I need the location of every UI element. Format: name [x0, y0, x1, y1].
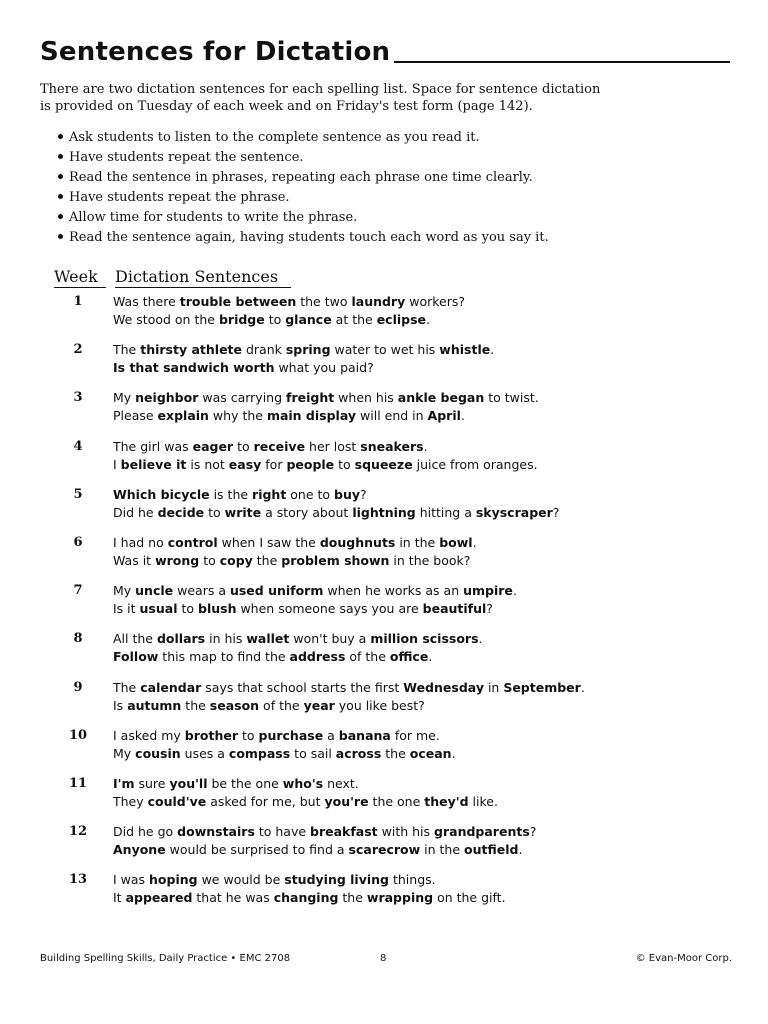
page-title: Sentences for Dictation: [40, 37, 391, 67]
sentence-text: I: [113, 456, 121, 472]
sentence-pair: [113, 871, 733, 907]
sentence-text: would be surprised to find a: [165, 842, 349, 858]
intro-line: There are two dictation sentences for each spelling list. Space for sentence dictation: [40, 82, 601, 97]
spelling-word: office: [389, 649, 429, 665]
spelling-word: dollars: [156, 631, 206, 647]
spelling-word: squeeze: [354, 456, 413, 472]
spelling-word: breakfast: [310, 824, 378, 840]
sentence-text: ?: [529, 824, 537, 840]
spelling-word: who's: [282, 776, 324, 791]
spelling-word: million scissors: [370, 631, 479, 647]
sentence-text: in the: [420, 842, 465, 858]
sentence-pair: [113, 727, 733, 763]
spelling-word: blush: [198, 601, 237, 617]
sentence-text: to sail: [290, 745, 336, 761]
spelling-word: you'll: [169, 776, 208, 791]
dictation-sentence: [113, 775, 733, 793]
sentence-text: It: [113, 890, 126, 906]
dictation-sentence: [113, 889, 733, 907]
spelling-word: cousin: [135, 745, 181, 761]
page-number: 8: [380, 953, 387, 964]
instruction-text: Read the sentence in phrases, repeating each phrase one time clearly.: [69, 170, 533, 185]
dictation-sentence: [113, 407, 733, 425]
instruction-text: Have students repeat the phrase.: [69, 190, 290, 205]
sentence-text: water to wet his: [330, 342, 440, 358]
sentence-text: with his: [377, 824, 435, 840]
sentence-text: They: [113, 794, 148, 809]
spelling-word: I'm: [113, 776, 135, 791]
instruction-text: Read the sentence again, having students touch each word as you say it.: [69, 230, 549, 245]
spelling-word: season: [209, 697, 260, 713]
spelling-word: hoping: [149, 872, 198, 888]
spelling-word: downstairs: [177, 824, 255, 840]
spelling-word: used uniform: [229, 583, 324, 599]
sentence-text: be the one: [207, 776, 283, 791]
sentence-text: .: [460, 408, 465, 424]
sentence-text: of the: [259, 697, 304, 713]
spelling-word: outfield: [464, 842, 519, 858]
sentence-text: The: [113, 679, 141, 695]
week-number: 12: [68, 824, 88, 840]
sentence-text: next.: [323, 776, 359, 791]
spelling-word: right: [252, 486, 287, 502]
sentence-pair: [113, 630, 733, 666]
sentence-text: Did he go: [113, 824, 178, 840]
spelling-word: sandwich worth: [163, 360, 275, 376]
sentence-text: the: [338, 890, 367, 906]
sentence-text: I asked my: [113, 727, 185, 743]
spelling-word: beautiful: [422, 601, 487, 617]
dictation-sentence: [113, 648, 733, 666]
spelling-word: easy: [228, 456, 262, 472]
sentence-text: Please: [113, 408, 158, 424]
sentence-text: of the: [345, 649, 390, 665]
dictation-sentence: [113, 871, 733, 889]
spelling-word: sneakers: [360, 438, 424, 454]
spelling-word: people: [286, 456, 335, 472]
sentence-text: .: [423, 438, 428, 454]
sentence-text: the two: [296, 294, 352, 309]
sentence-text: when he works as an: [323, 583, 464, 599]
sentence-text: this map to find the: [158, 649, 290, 665]
sentence-text: .: [512, 583, 517, 599]
dictation-sentence: [113, 745, 733, 763]
sentence-text: a: [323, 727, 339, 743]
sentence-text: to: [177, 601, 198, 617]
dictation-sentence: [113, 534, 733, 552]
sentence-text: to: [199, 553, 220, 568]
dictation-sentence: [113, 552, 733, 570]
spelling-word: ocean: [409, 745, 452, 761]
spelling-word: appeared: [125, 890, 193, 906]
dictation-sentence: [113, 582, 733, 600]
sentence-text: We stood on the: [113, 312, 219, 327]
dictation-sentence: [113, 600, 733, 618]
sentence-text: why the: [208, 408, 267, 424]
spelling-word: eager: [192, 438, 234, 454]
sentence-text: My: [113, 583, 136, 599]
spelling-word: trouble between: [179, 294, 297, 309]
dictation-sentence: [113, 311, 733, 329]
sentence-text: at the: [331, 312, 377, 327]
spelling-word: brother: [184, 727, 238, 743]
sentence-text: Was it: [113, 553, 156, 568]
spelling-word: control: [167, 535, 218, 550]
spelling-word: changing: [273, 890, 339, 906]
sentence-text: I was: [113, 872, 150, 888]
spelling-word: main display: [266, 408, 357, 424]
spelling-word: they'd: [424, 794, 469, 809]
spelling-word: Anyone: [113, 842, 166, 858]
sentence-text: ?: [486, 601, 493, 617]
spelling-word: wrapping: [366, 890, 434, 906]
sentence-text: you like best?: [334, 697, 425, 713]
sentence-pair: [113, 389, 733, 425]
spelling-word: problem shown: [281, 553, 390, 568]
sentence-pair: [113, 775, 733, 811]
dictation-sentence: [113, 456, 733, 474]
sentence-text: .: [451, 745, 456, 761]
dictation-sentence: [113, 679, 733, 697]
sentence-text: is not: [186, 456, 229, 472]
spelling-word: thirsty athlete: [140, 342, 242, 358]
sentence-text: ?: [552, 504, 560, 520]
spelling-word: Which bicycle: [113, 486, 210, 502]
dictation-sentence: [113, 293, 733, 311]
sentence-pair: [113, 438, 733, 474]
spelling-word: whistle: [439, 342, 491, 358]
spelling-word: umpire: [463, 583, 513, 599]
spelling-word: Follow: [113, 649, 159, 665]
sentence-pair: [113, 823, 733, 859]
spelling-word: year: [303, 697, 335, 713]
dictation-sentence: [113, 341, 733, 359]
instruction-text: Ask students to listen to the complete sentence as you read it.: [69, 130, 480, 145]
sentence-pair: [113, 341, 733, 377]
week-number: 9: [73, 679, 83, 695]
spelling-word: believe it: [120, 456, 187, 472]
sentence-text: asked for me, but: [206, 794, 325, 809]
sentence-pair: [113, 679, 733, 715]
spelling-word: write: [224, 504, 262, 520]
sentence-text: to: [264, 312, 286, 327]
sentence-text: when someone says you are: [236, 601, 423, 617]
sentence-text: we would be: [197, 872, 285, 888]
week-number: 5: [73, 486, 83, 502]
spelling-word: uncle: [135, 583, 174, 599]
dictation-sentence: [113, 630, 733, 648]
dictation-sentence: [113, 359, 733, 377]
week-column-header: Week: [54, 267, 106, 288]
spelling-word: wrong: [155, 553, 200, 568]
sentence-text: her lost: [305, 438, 361, 454]
sentence-text: for me.: [390, 727, 440, 743]
spelling-word: freight: [286, 390, 335, 406]
sentence-text: The girl was: [113, 438, 193, 454]
sentence-text: Is: [113, 697, 128, 713]
sentence-text: says that school starts the first: [201, 679, 404, 695]
sentence-text: the: [181, 697, 210, 713]
sentence-text: .: [428, 649, 433, 665]
spelling-word: usual: [139, 601, 178, 617]
sentence-text: .: [580, 679, 585, 695]
spelling-word: studying living: [284, 872, 389, 888]
sentence-text: is the: [209, 486, 253, 502]
sentence-text: to have: [254, 824, 311, 840]
dictation-sentence: [113, 823, 733, 841]
spelling-word: glance: [285, 312, 332, 327]
spelling-word: ankle began: [397, 390, 485, 406]
spelling-word: buy: [334, 486, 361, 502]
sentence-text: the: [252, 553, 282, 568]
week-number: 2: [73, 342, 83, 358]
sentence-text: on the gift.: [433, 890, 506, 906]
page-footer: [40, 951, 732, 967]
spelling-word: Wednesday: [403, 679, 484, 695]
sentence-text: when I saw the: [217, 535, 320, 550]
spelling-word: decide: [157, 504, 205, 520]
sentence-text: All the: [113, 631, 157, 647]
sentence-text: to twist.: [484, 390, 539, 406]
sentence-text: The: [113, 342, 141, 358]
sentence-text: like.: [468, 794, 498, 809]
sentence-text: was carrying: [198, 390, 287, 406]
sentence-text: drank: [242, 342, 286, 358]
sentence-text: to: [334, 456, 355, 472]
dictation-sentence: [113, 486, 733, 504]
sentence-text: that he was: [192, 890, 274, 906]
spelling-word: laundry: [351, 294, 406, 309]
spelling-word: you're: [324, 794, 369, 809]
week-number: 1: [73, 294, 83, 309]
sentence-text: in: [483, 679, 504, 695]
dictation-sentence: [113, 697, 733, 715]
sentence-text: workers?: [405, 294, 466, 309]
sentence-text: juice from oranges.: [412, 456, 538, 472]
spelling-word: September: [503, 679, 581, 695]
spelling-word: April: [427, 408, 461, 424]
spelling-word: wallet: [246, 631, 290, 647]
week-number: 6: [73, 535, 83, 550]
sentence-text: wears a: [173, 583, 230, 599]
sentence-text: .: [472, 535, 477, 550]
week-number: 13: [68, 872, 88, 888]
spelling-word: bridge: [218, 312, 265, 327]
sentence-text: hitting a: [415, 504, 476, 520]
sentence-pair: [113, 534, 733, 570]
sentence-text: sure: [134, 776, 170, 791]
sentence-pair: [113, 582, 733, 618]
sentence-text: I had no: [113, 535, 168, 550]
instruction-text: Allow time for students to write the phrase.: [69, 210, 358, 225]
week-number: 8: [73, 631, 83, 647]
sentence-text: to: [233, 438, 254, 454]
intro-line: is provided on Tuesday of each week and on Friday's test form (page 142).: [40, 99, 533, 114]
sentence-text: My: [113, 390, 136, 406]
sentence-text: when his: [334, 390, 398, 406]
week-number: 3: [73, 390, 83, 406]
dictation-sentence: [113, 504, 733, 522]
spelling-word: compass: [228, 745, 291, 761]
spelling-word: doughnuts: [319, 535, 396, 550]
instruction-text: Have students repeat the sentence.: [69, 150, 304, 165]
spelling-word: address: [289, 649, 346, 665]
spelling-word: calendar: [140, 679, 202, 695]
week-number: 4: [73, 438, 83, 454]
sentence-text: one to: [286, 486, 335, 502]
sentence-text: to: [238, 727, 259, 743]
footer-book-title: Building Spelling Skills, Daily Practice • EMC 2708: [40, 953, 291, 964]
sentence-text: things.: [389, 872, 436, 888]
dictation-sentence: [113, 841, 733, 859]
spelling-word: skyscraper: [475, 504, 553, 520]
week-number: 11: [68, 776, 88, 791]
sentence-text: Did he: [113, 504, 158, 520]
sentence-text: .: [478, 631, 483, 647]
spelling-word: banana: [338, 727, 391, 743]
spelling-word: lightning: [352, 504, 416, 520]
spelling-word: could've: [147, 794, 207, 809]
sentence-text: a story about: [261, 504, 353, 520]
dictation-sentence: [113, 793, 733, 811]
spelling-word: grandparents: [434, 824, 530, 840]
spelling-word: receive: [253, 438, 306, 454]
spelling-word: autumn: [127, 697, 182, 713]
sentence-text: My: [113, 745, 136, 761]
spelling-word: across: [335, 745, 382, 761]
sentence-text: to: [204, 504, 225, 520]
sentence-text: won't buy a: [289, 631, 371, 647]
spelling-word: copy: [219, 553, 253, 568]
sentence-text: .: [518, 842, 523, 858]
dictation-sentence: [113, 727, 733, 745]
sentence-text: in the book?: [389, 553, 471, 568]
sentence-text: what you paid?: [274, 360, 374, 376]
sentence-text: Was there: [113, 294, 180, 309]
sentence-text: ?: [360, 486, 367, 502]
sentence-text: .: [490, 342, 495, 358]
spelling-word: Is that: [113, 360, 164, 376]
spelling-word: bowl: [439, 535, 473, 550]
sentence-text: in the: [395, 535, 440, 550]
week-number: 7: [73, 583, 83, 599]
spelling-word: scarecrow: [348, 842, 421, 858]
sentence-text: will end in: [356, 408, 428, 424]
week-number: 10: [68, 727, 88, 743]
spelling-word: neighbor: [135, 390, 199, 406]
spelling-word: spring: [285, 342, 331, 358]
sentence-text: for: [261, 456, 287, 472]
sentence-text: uses a: [180, 745, 229, 761]
sentence-text: in his: [205, 631, 247, 647]
sentence-text: the one: [368, 794, 425, 809]
sentence-text: .: [426, 312, 431, 327]
dictation-sentence: [113, 389, 733, 407]
spelling-word: explain: [157, 408, 209, 424]
sentence-pair: [113, 486, 733, 522]
sentences-column-header: Dictation Sentences: [115, 267, 291, 288]
sentence-pair: [113, 293, 733, 329]
footer-copyright: © Evan-Moor Corp.: [635, 953, 732, 964]
dictation-sentence: [113, 438, 733, 456]
spelling-word: eclipse: [376, 312, 427, 327]
sentence-text: Is it: [113, 601, 140, 617]
sentence-text: the: [381, 745, 410, 761]
spelling-word: purchase: [258, 727, 324, 743]
